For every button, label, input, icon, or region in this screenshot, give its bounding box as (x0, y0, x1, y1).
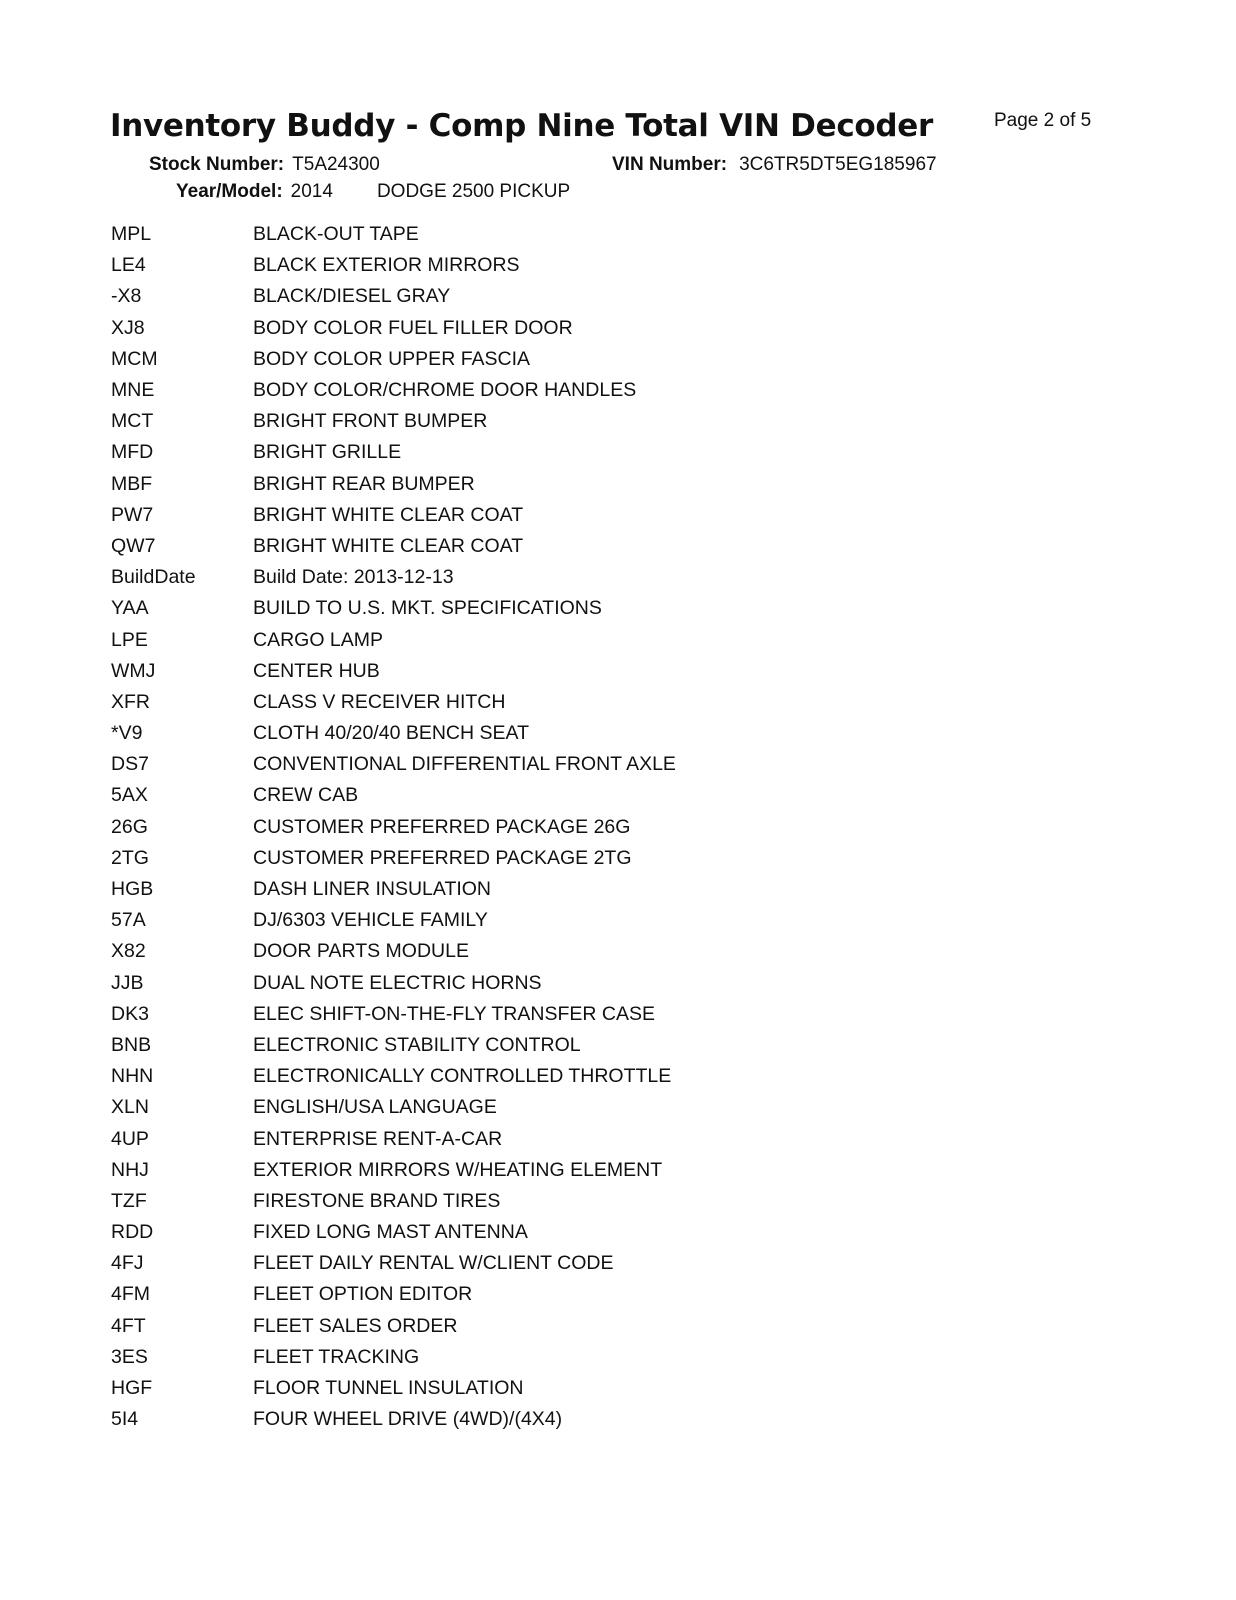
option-row (111, 1404, 676, 1435)
option-description: ELECTRONICALLY CONTROLLED THROTTLE (253, 1065, 672, 1088)
option-description: CLOTH 40/20/40 BENCH SEAT (253, 722, 529, 745)
vin-number (612, 154, 937, 176)
option-row (111, 1061, 676, 1092)
option-row (111, 1123, 676, 1154)
option-row (111, 1311, 676, 1342)
option-description: ENGLISH/USA LANGUAGE (253, 1096, 497, 1119)
option-row (111, 1373, 676, 1404)
option-code: MCT (111, 410, 154, 433)
option-row (111, 749, 676, 780)
option-description: CLASS V RECEIVER HITCH (253, 690, 506, 713)
option-description: BRIGHT REAR BUMPER (253, 472, 475, 495)
option-row (111, 1217, 676, 1248)
option-code: 57A (111, 909, 146, 932)
option-row (111, 437, 676, 468)
option-code: 2TG (111, 846, 149, 869)
option-code: BNB (111, 1033, 152, 1056)
option-description: CREW CAB (253, 784, 359, 807)
option-row (111, 531, 676, 562)
option-description: BODY COLOR/CHROME DOOR HANDLES (253, 379, 637, 402)
year-model (176, 181, 570, 203)
option-row (111, 936, 676, 967)
option-row (111, 1248, 676, 1279)
option-row (111, 1279, 676, 1310)
option-description: CARGO LAMP (253, 628, 384, 651)
option-row (111, 1030, 676, 1061)
option-row (111, 843, 676, 874)
option-code: WMJ (111, 659, 156, 682)
option-description: BRIGHT WHITE CLEAR COAT (253, 503, 524, 526)
option-code: NHN (111, 1065, 154, 1088)
option-code: 26G (111, 815, 148, 838)
model-value: DODGE 2500 PICKUP (376, 181, 571, 202)
option-code: DK3 (111, 1002, 149, 1025)
option-code: NHJ (111, 1158, 149, 1181)
option-code: XLN (111, 1096, 149, 1119)
option-code: HGB (111, 878, 154, 901)
option-code: MBF (111, 472, 153, 495)
option-row (111, 718, 676, 749)
option-description: DOOR PARTS MODULE (253, 940, 469, 963)
option-description: FLEET DAILY RENTAL W/CLIENT CODE (253, 1252, 614, 1275)
option-row (111, 250, 676, 281)
option-code: 4FM (111, 1283, 150, 1306)
option-code: JJB (111, 971, 144, 994)
option-code: XFR (111, 690, 150, 713)
option-description: BRIGHT GRILLE (253, 441, 402, 464)
option-row (111, 469, 676, 500)
option-description: ELEC SHIFT-ON-THE-FLY TRANSFER CASE (253, 1002, 655, 1025)
option-code: YAA (111, 597, 149, 620)
option-code: 5AX (111, 784, 148, 807)
option-code: 4FT (111, 1314, 146, 1337)
option-code: 3ES (111, 1345, 148, 1368)
option-description: BLACK/DIESEL GRAY (253, 285, 451, 308)
option-row (111, 1092, 676, 1123)
option-code: 4UP (111, 1127, 149, 1150)
option-row (111, 375, 676, 406)
option-code: X82 (111, 940, 146, 963)
option-description: BLACK EXTERIOR MIRRORS (253, 254, 520, 277)
option-code: XJ8 (111, 316, 145, 339)
option-row (111, 874, 676, 905)
option-description: BODY COLOR UPPER FASCIA (253, 347, 531, 370)
option-code: -X8 (111, 285, 142, 308)
option-description: FLEET TRACKING (253, 1345, 420, 1368)
option-description: Build Date: 2013-12-13 (253, 566, 454, 589)
option-row (111, 344, 676, 375)
option-description: DJ/6303 VEHICLE FAMILY (253, 909, 488, 932)
vin-number-value: 3C6TR5DT5EG185967 (739, 154, 937, 175)
option-description: ENTERPRISE RENT-A-CAR (253, 1127, 503, 1150)
option-row (111, 1342, 676, 1373)
option-description: FIXED LONG MAST ANTENNA (253, 1221, 528, 1244)
stock-number-label: Stock Number: (149, 154, 285, 175)
option-row (111, 562, 676, 593)
option-code: MFD (111, 441, 154, 464)
option-row (111, 656, 676, 687)
option-description: DUAL NOTE ELECTRIC HORNS (253, 971, 542, 994)
option-code: MPL (111, 223, 152, 246)
option-row (111, 281, 676, 312)
option-description: CENTER HUB (253, 659, 380, 682)
option-code: MNE (111, 379, 155, 402)
option-code: *V9 (111, 722, 143, 745)
option-code: QW7 (111, 534, 156, 557)
option-row (111, 780, 676, 811)
option-description: BRIGHT WHITE CLEAR COAT (253, 534, 524, 557)
option-code: PW7 (111, 503, 154, 526)
option-description: FIRESTONE BRAND TIRES (253, 1189, 501, 1212)
option-description: FLOOR TUNNEL INSULATION (253, 1377, 524, 1400)
option-description: EXTERIOR MIRRORS W/HEATING ELEMENT (253, 1158, 663, 1181)
option-row (111, 313, 676, 344)
option-code: 4FJ (111, 1252, 144, 1275)
option-row (111, 219, 676, 250)
year-model-label: Year/Model: (176, 181, 283, 202)
option-description: CONVENTIONAL DIFFERENTIAL FRONT AXLE (253, 753, 676, 776)
page-number: Page 2 of 5 (994, 110, 1092, 131)
option-code: 5I4 (111, 1408, 139, 1431)
option-description: FOUR WHEEL DRIVE (4WD)/(4X4) (253, 1408, 563, 1431)
option-code: HGF (111, 1377, 153, 1400)
option-row (111, 406, 676, 437)
option-description: BRIGHT FRONT BUMPER (253, 410, 488, 433)
option-description: CUSTOMER PREFERRED PACKAGE 2TG (253, 846, 632, 869)
option-description: BUILD TO U.S. MKT. SPECIFICATIONS (253, 597, 602, 620)
option-row (111, 999, 676, 1030)
option-code: DS7 (111, 753, 149, 776)
option-row (111, 812, 676, 843)
option-code: MCM (111, 347, 158, 370)
option-row (111, 968, 676, 999)
option-code: TZF (111, 1189, 147, 1212)
option-row (111, 624, 676, 655)
year-value: 2014 (290, 181, 333, 202)
stock-number-value: T5A24300 (292, 154, 380, 175)
option-description: FLEET OPTION EDITOR (253, 1283, 473, 1306)
option-description: BLACK-OUT TAPE (253, 223, 419, 246)
option-description: DASH LINER INSULATION (253, 878, 492, 901)
vin-number-label: VIN Number: (612, 154, 728, 175)
option-row (111, 500, 676, 531)
option-row (111, 905, 676, 936)
option-row (111, 1186, 676, 1217)
option-description: ELECTRONIC STABILITY CONTROL (253, 1033, 581, 1056)
option-code-list (111, 219, 676, 1435)
page-title: Inventory Buddy - Comp Nine Total VIN Decoder (110, 108, 934, 144)
stock-number (149, 154, 380, 176)
option-row (111, 1155, 676, 1186)
option-description: FLEET SALES ORDER (253, 1314, 458, 1337)
option-code: BuildDate (111, 566, 196, 589)
option-row (111, 593, 676, 624)
option-description: BODY COLOR FUEL FILLER DOOR (253, 316, 573, 339)
option-code: LE4 (111, 254, 146, 277)
option-code: RDD (111, 1221, 154, 1244)
option-row (111, 687, 676, 718)
option-description: CUSTOMER PREFERRED PACKAGE 26G (253, 815, 631, 838)
option-code: LPE (111, 628, 148, 651)
